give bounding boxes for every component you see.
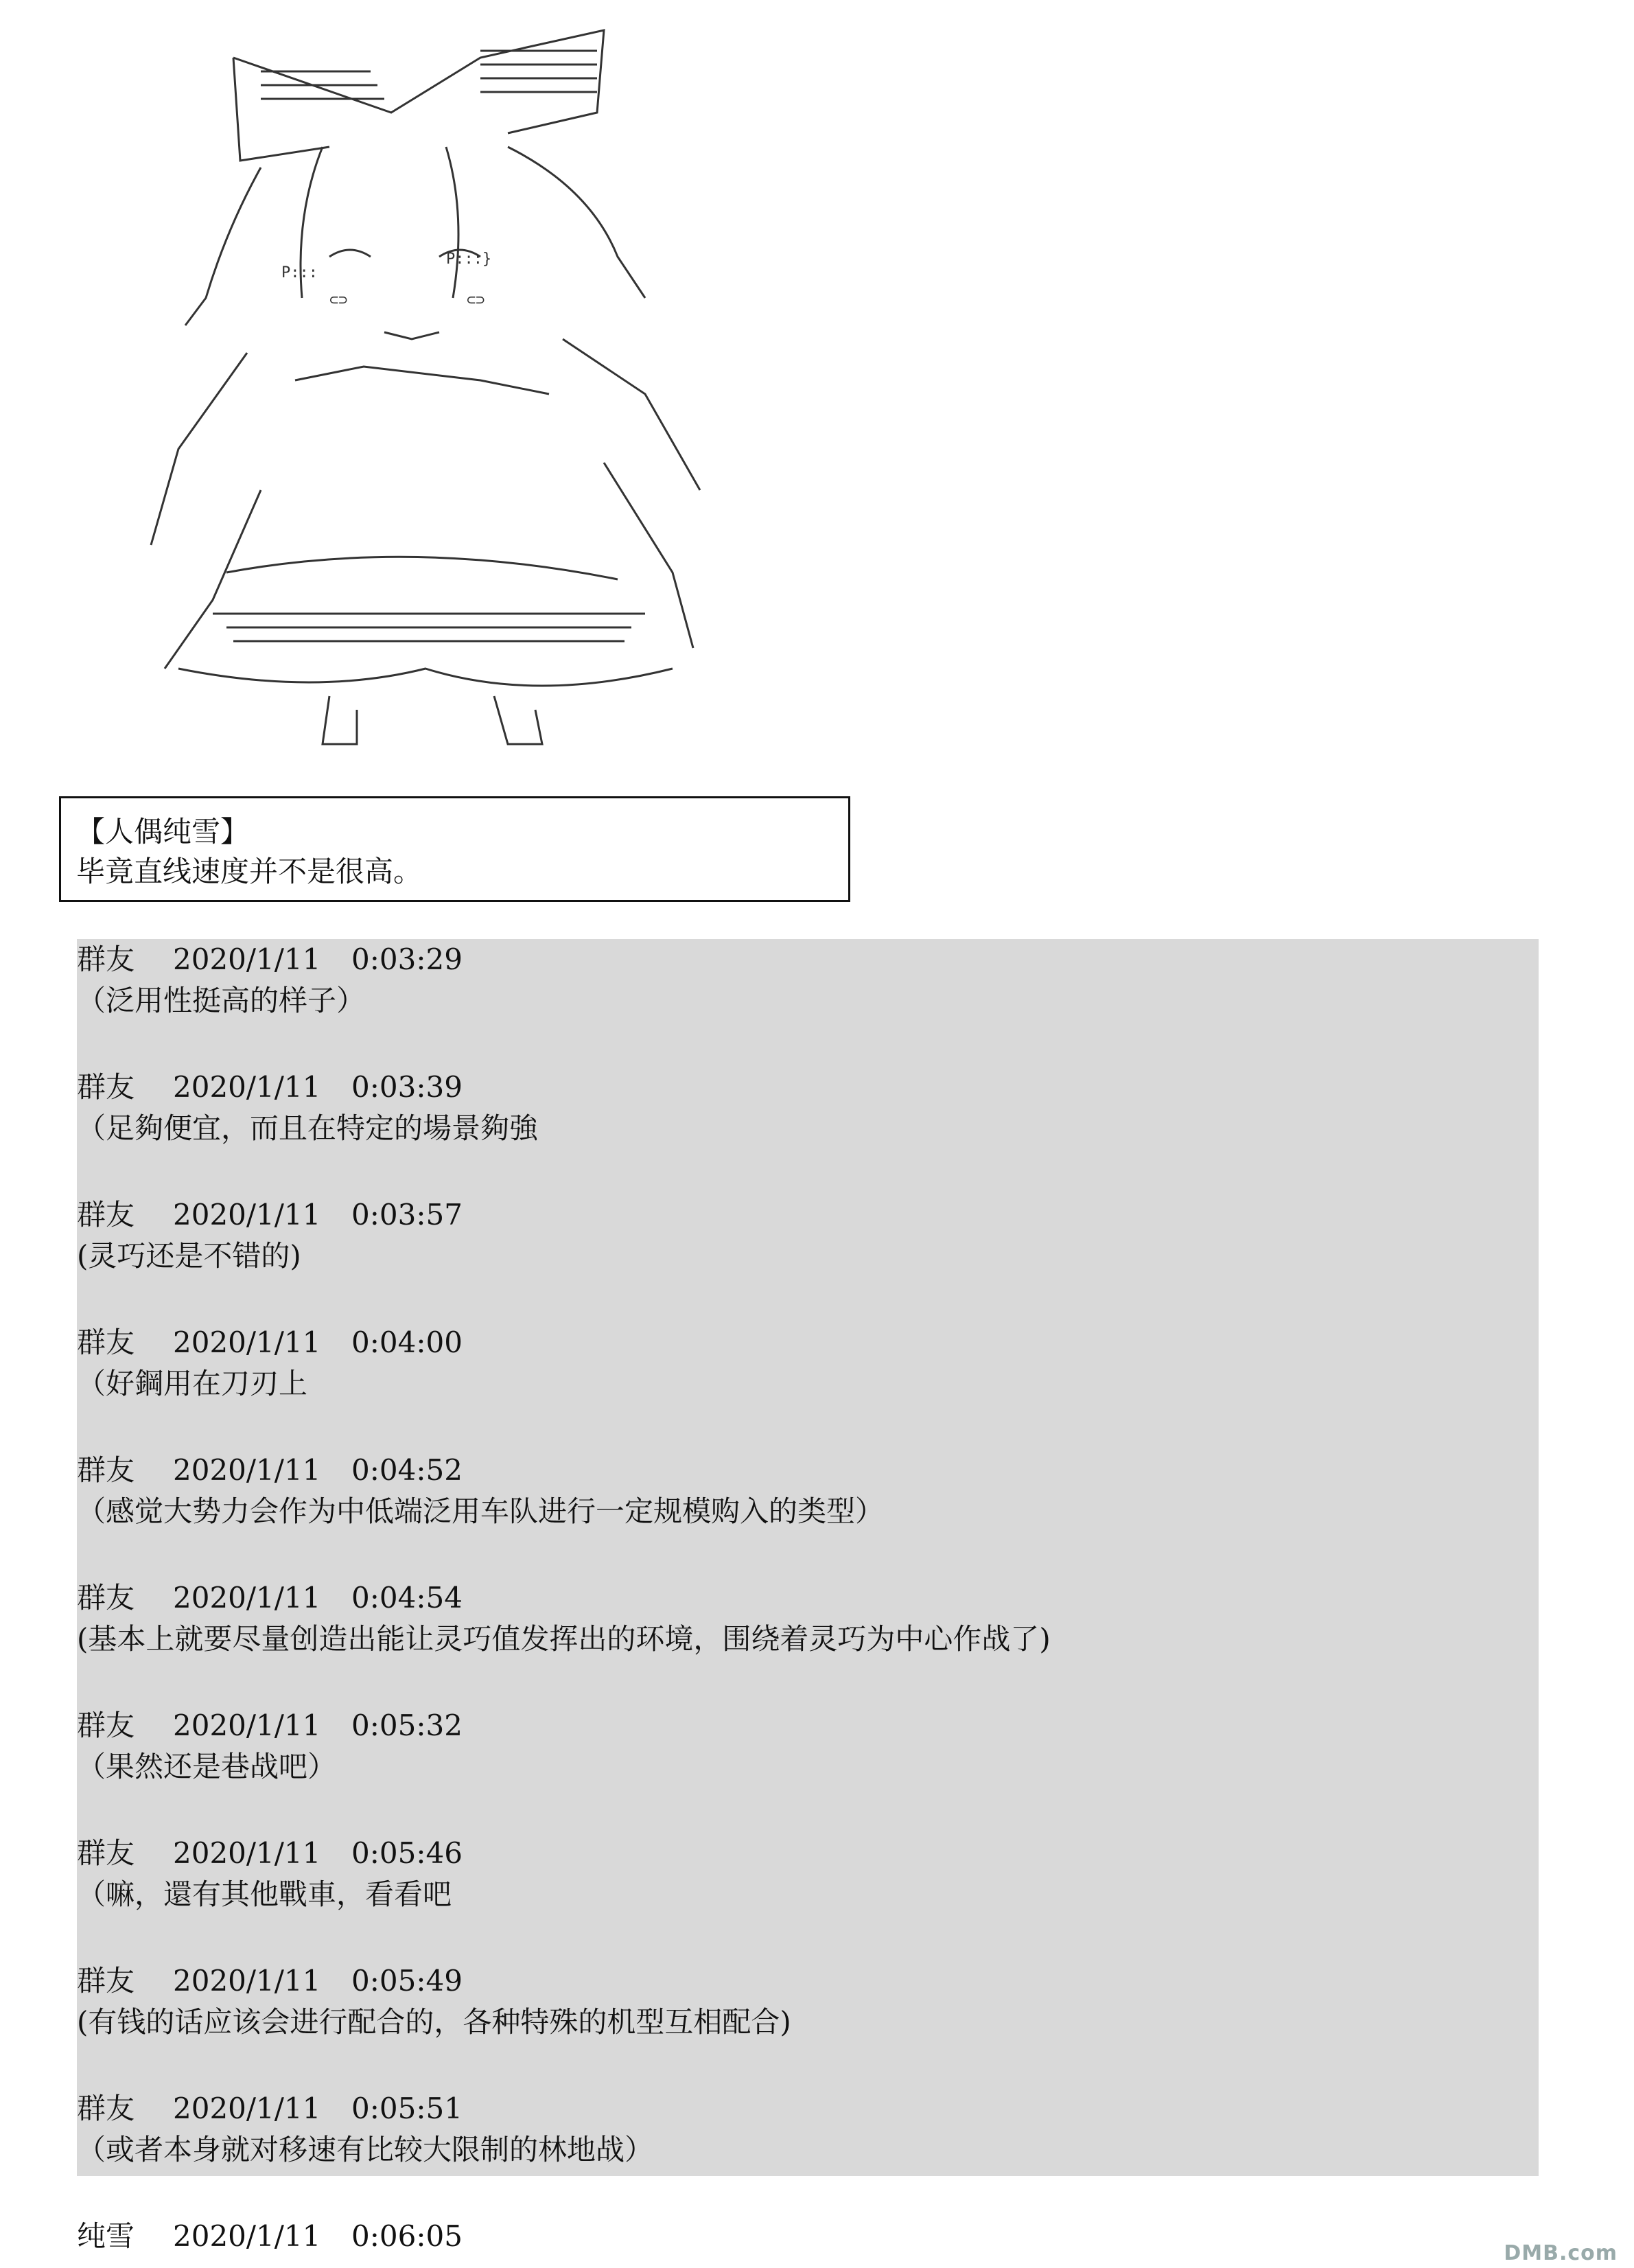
dialog-speaker: 【人偶纯雪】: [76, 815, 250, 848]
svg-text:P:::: P:::: [281, 264, 318, 281]
chat-time: 0:04:52: [351, 1453, 463, 1487]
svg-text:⊂⊃: ⊂⊃: [329, 292, 348, 309]
chat-entry: [77, 1322, 463, 1404]
dialog-line: 毕竟直线速度并不是很高。: [76, 855, 423, 888]
chat-time: 0:06:05: [351, 2219, 463, 2253]
chat-time: 0:05:46: [351, 1836, 463, 1870]
chat-text: （好鋼用在刀刃上: [77, 1367, 308, 1400]
chat-date: 2020/1/11: [173, 2092, 321, 2125]
chat-name: 群友: [77, 1964, 135, 1998]
chat-time: 0:04:54: [351, 1581, 463, 1615]
chat-text: （果然还是巷战吧）: [77, 1750, 337, 1783]
chat-date: 2020/1/11: [173, 1453, 321, 1487]
watermark: DMB.com: [1504, 2241, 1618, 2265]
chat-name: 群友: [77, 1453, 135, 1487]
chat-entry: [77, 1833, 463, 1915]
chat-entry: [77, 1960, 791, 2043]
chat-entry: [77, 1705, 463, 1787]
chat-date: 2020/1/11: [173, 1070, 321, 1104]
chat-log: [77, 939, 1539, 2176]
chat-time: 0:03:29: [351, 942, 463, 976]
chat-name: 群友: [77, 1709, 135, 1742]
chat-text: （足夠便宜，而且在特定的場景夠強: [77, 1111, 539, 1145]
chat-text: （感觉大势力会作为中低端泛用车队进行一定规模购入的类型）: [77, 1494, 885, 1528]
chat-entry: [77, 1450, 884, 1532]
chat-name: 群友: [77, 1581, 135, 1615]
chat-date: 2020/1/11: [173, 1581, 321, 1615]
chat-time: 0:05:51: [351, 2092, 463, 2125]
dialog-box: [59, 796, 850, 902]
chat-name: 群友: [77, 1070, 135, 1104]
chat-entry: [77, 1194, 463, 1277]
chat-name: 群友: [77, 1198, 135, 1231]
chat-date: 2020/1/11: [173, 2219, 321, 2253]
chat-text: (灵巧还是不错的): [77, 1239, 301, 1273]
chat-date: 2020/1/11: [173, 1198, 321, 1231]
svg-text:⊂⊃: ⊂⊃: [467, 292, 485, 309]
chat-time: 0:05:49: [351, 1964, 463, 1998]
chat-name: 纯雪: [77, 2219, 135, 2253]
chat-date: 2020/1/11: [173, 942, 321, 976]
ascii-art-doll: [124, 10, 741, 758]
chat-date: 2020/1/11: [173, 1836, 321, 1870]
chat-text: （泛用性挺高的样子）: [77, 984, 366, 1017]
chat-date: 2020/1/11: [173, 1326, 321, 1359]
chat-name: 群友: [77, 1836, 135, 1870]
ascii-art-doll-icon: [124, 10, 741, 758]
chat-entry: [77, 1067, 538, 1149]
chat-time: 0:03:57: [351, 1198, 463, 1231]
chat-name: 群友: [77, 942, 135, 976]
chat-text: (有钱的话应该会进行配合的，各种特殊的机型互相配合): [77, 2005, 791, 2039]
chat-entry-last: [77, 2216, 463, 2257]
chat-text: （嘛，還有其他戰車，看看吧: [77, 1877, 452, 1911]
chat-date: 2020/1/11: [173, 1964, 321, 1998]
chat-time: 0:03:39: [351, 1070, 463, 1104]
chat-entry: [77, 939, 463, 1021]
svg-text:P:::}: P:::}: [446, 251, 492, 268]
chat-name: 群友: [77, 2092, 135, 2125]
chat-text: (基本上就要尽量创造出能让灵巧值发挥出的环境，围绕着灵巧为中心作战了): [77, 1622, 1051, 1656]
chat-time: 0:05:32: [351, 1709, 463, 1742]
chat-date: 2020/1/11: [173, 1709, 321, 1742]
chat-entry: [77, 1577, 1051, 1660]
chat-text: （或者本身就对移速有比较大限制的林地战）: [77, 2133, 654, 2166]
chat-time: 0:04:00: [351, 1326, 463, 1359]
chat-entry: [77, 2088, 653, 2171]
chat-name: 群友: [77, 1326, 135, 1359]
